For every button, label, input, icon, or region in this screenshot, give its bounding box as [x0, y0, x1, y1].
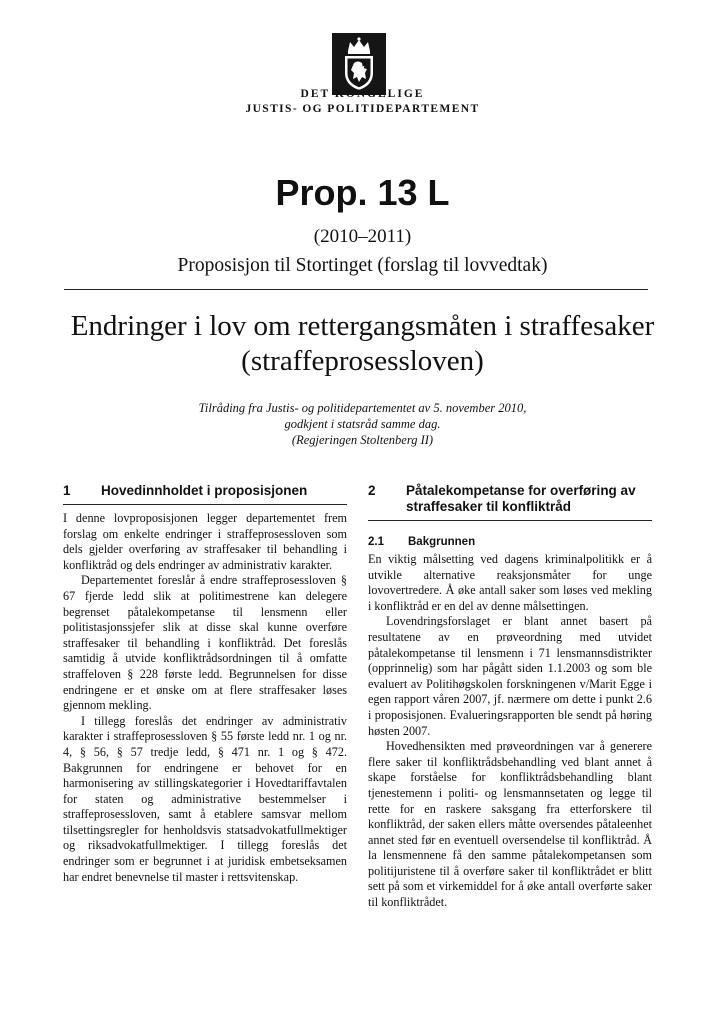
- approval-line-2: godkjent i statsråd samme dag.: [284, 417, 441, 431]
- paragraph: I denne lovproposisjonen legger departementet frem forslag om enkelte endringer i straffeprosessloven som dels gjelder overføring av straffesaker til behandling i konfliktråd og dels endringer av administrativ karakter.: [63, 511, 347, 572]
- parliamentary-session: (2010–2011): [313, 226, 412, 247]
- proposition-number: Prop. 13 L: [275, 172, 450, 213]
- section-1-heading: [63, 483, 347, 505]
- section-number: 1: [63, 483, 71, 498]
- paragraph: I tillegg foreslås det endringer av administrativ karakter i straffeprosessloven § 55 første ledd nr. 1 og nr. 4, § 56, § 57 tredje ledd, § 471 nr. 1 og § 472. Bakgrunnen for endringene er behovet for en harmonisering av stillingskategorier i Hovedtariffavtalen for staten og administrative bestemmelser i straffeprosessloven, samt å etablere samsvar mellom tilsettingsregler for henholdsvis statsadvokatfullmektiger og riksadvokatfullmektiger. I tillegg foreslås det endringer som er begrunnet i at juridisk embetseksamen har endret benevnelse til master i rettsvitenskap.: [63, 713, 347, 884]
- approval-note: [0, 400, 725, 448]
- ministry-name-line1: DET KONGELIGE: [300, 88, 425, 100]
- paragraph: Departementet foreslår å endre straffeprosessloven § 67 fjerde ledd slik at politimestrene kan delegere begrenset påtalekompetanse til lensmenn eller politistasjonssjefer slik at disse skal kunne overføre straffesaker til behandling i konfliktråd. Det foreslås samtidig å utvide konfliktrådsordningen til å omfatte straffeloven § 228 første ledd. Begrunnelsen for disse endringene er et ønske om at flere straffesaker løses gjennom mekling.: [63, 573, 347, 713]
- right-column: [368, 483, 652, 911]
- paragraph: Hovedhensikten med prøveordningen var å generere flere saker til konfliktrådsbehandling ved blant annet å skape forståelse for konfliktrådsbehandling blant tjenestemenn i politi- og lensmannsetaten og legge til rette for en raskere saksgang fra etterforskere til konfliktråd, der saken ellers måtte oversendes påtaleenhet annet sted før en eventuell oversendelse til konfliktråd. Å la lensmennene få den samme påtalekompetansen som politijuristene til å overføre saker til konfliktrådet er blitt sett på som et virkemiddel for å øke antall overførte saker til konfliktrådet.: [368, 739, 652, 910]
- ministry-name-line2: JUSTIS- OG POLITIDEPARTEMENT: [245, 103, 480, 115]
- section-2-heading: [368, 483, 652, 521]
- norwegian-royal-crest-icon: [332, 33, 386, 95]
- section-title: Hovedinnholdet i proposisjonen: [101, 483, 308, 498]
- approval-line-1: Tilråding fra Justis- og politidepartementet av 5. november 2010,: [198, 401, 527, 415]
- subsection-title: Bakgrunnen: [408, 536, 476, 548]
- title-divider: [64, 289, 648, 290]
- document-title: Endringer i lov om rettergangsmåten i straffesaker (straffeprosessloven): [70, 310, 655, 377]
- approval-line-3: (Regjeringen Stoltenberg II): [291, 433, 434, 447]
- section-title: Påtalekompetanse for overføring av straffesaker til konfliktråd: [406, 483, 636, 514]
- left-column: [63, 483, 347, 885]
- subsection-number: 2.1: [368, 536, 384, 548]
- paragraph: Lovendringsforslaget er blant annet basert på resultatene av en prøveordning med utvidet påtalekompetanse til lensmenn i 71 lensmannsdistrikter (opprinnelig) som har pågått siden 1.1.2003 og som ble evaluert av Politihøgskolen forskningenen v/Marit Egge i egen rapport våren 2007, jf. nærmere om dette i punkt 2.6 i proposisjonen. Evalueringsrapporten ble sendt på høring høsten 2007.: [368, 614, 652, 738]
- subsection-2-1-heading: [368, 536, 652, 548]
- paragraph: En viktig målsetting ved dagens kriminalpolitikk er å utvikle alternative reaksjonsmåter for unge lovovertredere. Å øke antall saker som løses ved mekling i konfliktråd er en del av denne målsettingen.: [368, 552, 652, 613]
- document-type: Proposisjon til Stortinget (forslag til lovvedtak): [177, 255, 548, 276]
- section-number: 2: [368, 483, 376, 498]
